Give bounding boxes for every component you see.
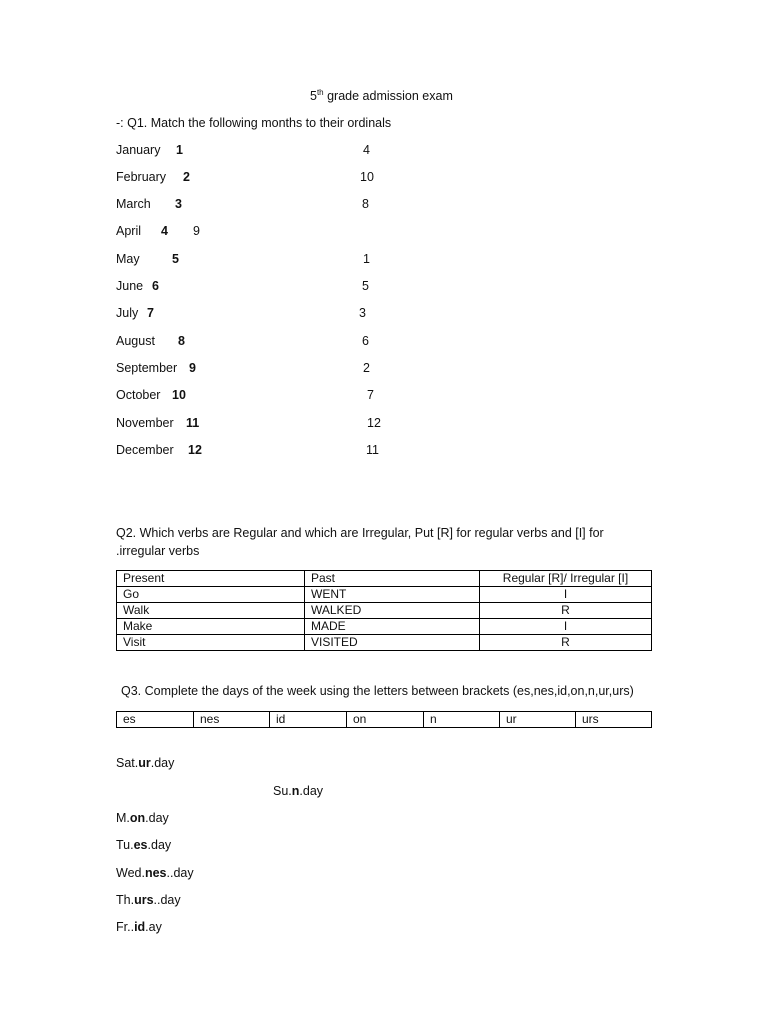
table-cell: MADE	[305, 619, 480, 635]
month-number: 4	[161, 224, 168, 238]
table-row	[117, 635, 652, 651]
verbs-table	[116, 570, 652, 651]
month-number: 2	[183, 170, 190, 184]
table-cell: I	[480, 619, 652, 635]
title-superscript: th	[316, 88, 324, 97]
ordinal-value: 4	[363, 143, 370, 157]
table-header: Past	[305, 571, 480, 587]
day-filled-letters: nes	[144, 866, 167, 880]
month-name: January	[116, 143, 161, 157]
ordinal-value: 1	[363, 252, 370, 266]
q2-heading-line2: .irregular verbs	[116, 544, 200, 558]
table-cell: Make	[117, 619, 305, 635]
day-prefix: Wed.	[116, 866, 145, 880]
month-name: April	[116, 224, 142, 238]
month-name: December	[116, 443, 174, 457]
ordinal-value: 9	[193, 224, 200, 238]
table-row	[117, 603, 652, 619]
table-cell: Walk	[117, 603, 305, 619]
ordinal-value: 11	[366, 443, 379, 457]
letter-cell: n	[424, 712, 500, 728]
table-header: Present	[117, 571, 305, 587]
table-cell: R	[480, 603, 652, 619]
table-row	[117, 587, 652, 603]
day-answer	[273, 784, 323, 798]
month-number: 7	[147, 306, 154, 320]
title-text: grade admission exam	[323, 89, 453, 104]
month-name: October	[116, 388, 161, 402]
table-cell: WALKED	[305, 603, 480, 619]
day-suffix: .day	[145, 811, 169, 825]
day-filled-letters: ur	[138, 756, 151, 770]
letter-cell: on	[347, 712, 424, 728]
day-filled-letters: es	[133, 838, 148, 852]
day-answer	[116, 811, 169, 825]
ordinal-value: 10	[360, 170, 374, 184]
table-row	[117, 619, 652, 635]
day-prefix: Sat.	[116, 756, 139, 770]
letter-cell: ur	[500, 712, 576, 728]
month-number: 12	[188, 443, 202, 457]
month-name: September	[116, 361, 178, 375]
day-answer	[116, 920, 162, 934]
day-prefix: Su.	[273, 784, 292, 798]
month-number: 1	[176, 143, 183, 157]
table-cell: WENT	[305, 587, 480, 603]
day-prefix: Th.	[116, 893, 135, 907]
table-cell: Go	[117, 587, 305, 603]
letter-cell: id	[270, 712, 347, 728]
ordinal-value: 12	[367, 416, 381, 430]
day-answer	[116, 756, 174, 770]
month-number: 3	[175, 197, 182, 211]
day-suffix: .day	[299, 784, 324, 798]
day-answer	[116, 838, 171, 852]
month-number: 10	[172, 388, 186, 402]
day-suffix: ..day	[166, 866, 194, 880]
day-answer	[116, 893, 181, 907]
month-number: 11	[186, 416, 200, 430]
table-header-row	[117, 571, 652, 587]
ordinal-value: 2	[363, 361, 370, 375]
day-filled-letters: urs	[134, 893, 154, 907]
month-number: 5	[172, 252, 179, 266]
day-filled-letters: id	[134, 920, 146, 934]
month-number: 9	[189, 361, 196, 375]
month-name: May	[116, 252, 140, 266]
ordinal-value: 3	[359, 306, 366, 320]
day-suffix: .day	[150, 756, 175, 770]
page-title	[310, 88, 453, 103]
q1-heading: -: Q1. Match the following months to their ordinals	[116, 116, 392, 130]
month-name: November	[116, 416, 174, 430]
day-prefix: M.	[116, 811, 130, 825]
month-name: February	[116, 170, 167, 184]
day-prefix: Tu.	[116, 838, 134, 852]
q3-heading: Q3. Complete the days of the week using the letters between brackets (es,nes,id,on,n,ur,urs)	[121, 684, 634, 698]
day-prefix: Fr..	[116, 920, 135, 934]
month-name: June	[116, 279, 144, 293]
q2-heading-line1: Q2. Which verbs are Regular and which are Irregular, Put [R] for regular verbs and [I] for	[116, 526, 604, 540]
table-cell: Visit	[117, 635, 305, 651]
table-cell: R	[480, 635, 652, 651]
day-answer	[116, 866, 194, 880]
month-number: 8	[178, 334, 185, 348]
table-header: Regular [R]/ Irregular [I]	[480, 571, 652, 587]
ordinal-value: 5	[362, 279, 369, 293]
day-suffix: ..day	[153, 893, 181, 907]
ordinal-value: 7	[367, 388, 374, 402]
table-row	[117, 712, 652, 728]
ordinal-value: 6	[362, 334, 369, 348]
letter-cell: urs	[576, 712, 652, 728]
month-name: July	[116, 306, 139, 320]
month-number: 6	[152, 279, 159, 293]
day-filled-letters: on	[129, 811, 146, 825]
ordinal-value: 8	[362, 197, 369, 211]
day-suffix: .ay	[145, 920, 162, 934]
month-name: March	[116, 197, 151, 211]
day-suffix: .day	[147, 838, 172, 852]
table-cell: VISITED	[305, 635, 480, 651]
letters-table	[116, 711, 652, 728]
title-number: 5	[310, 89, 317, 104]
month-name: August	[116, 334, 155, 348]
letter-cell: nes	[194, 712, 270, 728]
letter-cell: es	[117, 712, 194, 728]
day-filled-letters: n	[291, 784, 300, 798]
table-cell: I	[480, 587, 652, 603]
